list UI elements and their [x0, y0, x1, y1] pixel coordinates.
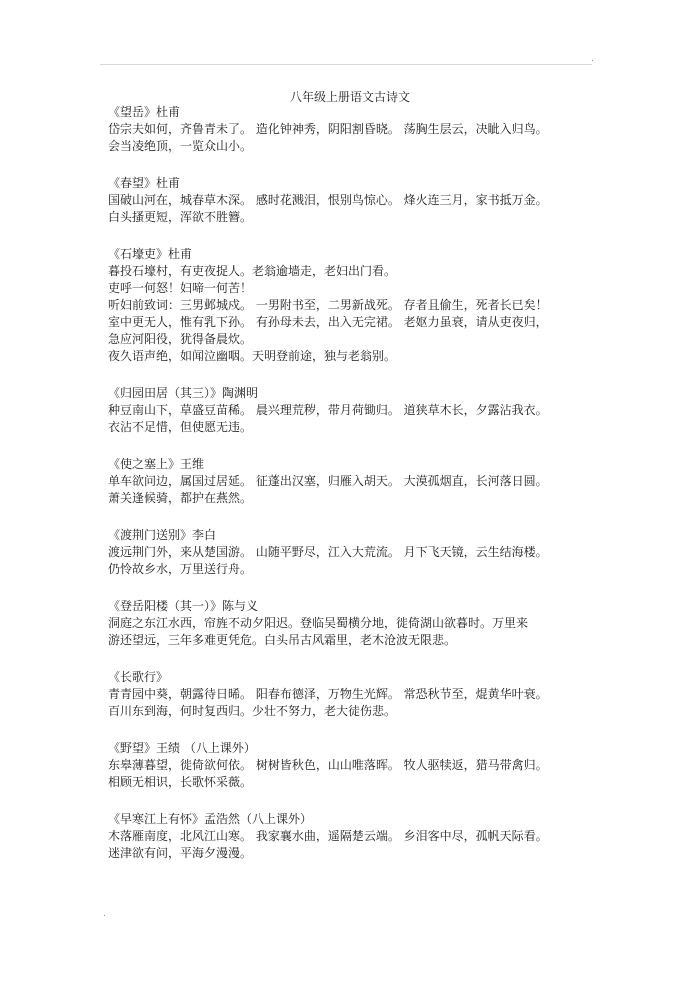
- poem-heading: 《登岳阳楼（其一）》陈与义: [108, 599, 259, 613]
- poem-line: 渡远荆门外，来从楚国游。 山随平野尽，江入大荒流。 月下飞天镜，云生结海楼。: [108, 545, 548, 559]
- poem-block: [108, 385, 628, 436]
- poem-line: 暮投石壕村，有吏夜捉人。老翁逾墙走，老妇出门看。: [108, 264, 397, 278]
- poem-line: 吏呼一何怒！妇啼一何苦！: [108, 281, 253, 295]
- poem-block: [108, 740, 628, 791]
- poem-line: 会当凌绝顶，一览众山小。: [108, 139, 253, 153]
- poem-heading: 《渡荆门送别》李白: [108, 528, 217, 542]
- poem-line: 迷津欲有问，平海夕漫漫。: [108, 846, 253, 860]
- poem-line: 洞庭之东江水西，帘旌不动夕阳迟。登临吴蜀横分地，徙倚湖山欲暮时。万里来: [108, 616, 529, 630]
- poem-line: 白头搔更短，浑欲不胜簪。: [108, 210, 253, 224]
- poem-line: 夜久语声绝，如闻泣幽咽。天明登前途，独与老翁别。: [108, 349, 397, 363]
- poem-line: 室中更无人，惟有乳下孙。 有孙母未去，出入无完裙。 老妪力虽衰，请从吏夜归，: [108, 315, 548, 329]
- poem-line: 种豆南山下，草盛豆苗稀。 晨兴理荒秽，带月荷锄归。 道狭草木长，夕露沾我衣。: [108, 403, 548, 417]
- poem-line: 岱宗夫如何，齐鲁青未了。 造化钟神秀，阴阳割昏晓。 荡胸生层云，决眦入归鸟。: [108, 122, 548, 136]
- poem-block: [108, 527, 628, 578]
- poem-block: [108, 246, 628, 365]
- poem-heading: 《长歌行》: [108, 670, 169, 684]
- poem-line: 百川东到海，何时复西归。少壮不努力，老大徒伤悲。: [108, 704, 397, 718]
- poem-line: 急应河阳役，犹得备晨炊。: [108, 332, 253, 346]
- poem-list: [108, 104, 628, 882]
- poem-line: 相顾无相识，长歌怀采薇。: [108, 775, 253, 789]
- poem-line: 萧关逢候骑，都护在燕然。: [108, 491, 253, 505]
- poem-line: 青青园中葵，朝露待日晞。 阳春布德泽，万物生光辉。 常恐秋节至，焜黄华叶衰。: [108, 687, 548, 701]
- poem-line: 衣沾不足惜，但使愿无违。: [108, 420, 253, 434]
- poem-heading: 《使之塞上》王维: [108, 457, 205, 471]
- poem-line: 东皋薄暮望，徙倚欲何依。 树树皆秋色，山山唯落晖。 牧人驱犊返，猎马带禽归。: [108, 758, 548, 772]
- poem-heading: 《春望》杜甫: [108, 176, 181, 190]
- poem-block: [108, 598, 628, 649]
- poem-block: [108, 456, 628, 507]
- poem-line: 木落雁南度，北风江山寒。 我家襄水曲，遥隔楚云端。 乡泪客中尽，孤帆天际看。: [108, 829, 548, 843]
- poem-line: 仍怜故乡水，万里送行舟。: [108, 562, 253, 576]
- poem-line: 听妇前致词：三男邺城戍。 一男附书至，二男新战死。 存者且偷生，死者长已矣！: [108, 298, 548, 312]
- poem-block: [108, 104, 628, 155]
- poem-heading: 《望岳》杜甫: [108, 105, 181, 119]
- poem-block: [108, 175, 628, 226]
- poem-heading: 《石壕吏》杜甫: [108, 247, 193, 261]
- poem-block: [108, 669, 628, 720]
- header-mark: .: [591, 54, 594, 64]
- header-rule: [100, 64, 592, 65]
- poem-heading: 《归园田居（其三）》陶渊明: [108, 386, 259, 400]
- footer-mark: .: [103, 909, 106, 919]
- page-title: 八年级上册语文古诗文: [289, 90, 410, 104]
- poem-heading: 《早寒江上有怀》孟浩然（八上课外）: [108, 812, 313, 826]
- poem-line: 国破山河在，城春草木深。 感时花溅泪，恨别鸟惊心。 烽火连三月，家书抵万金。: [108, 193, 548, 207]
- poem-heading: 《野望》王绩 （八上课外）: [108, 741, 256, 755]
- poem-line: 单车欲问边，属国过居延。 征蓬出汉塞，归雁入胡天。 大漠孤烟直，长河落日圆。: [108, 474, 548, 488]
- poem-block: [108, 811, 628, 862]
- poem-line: 游还望远，三年多难更凭危。白头吊古风霜里，老木沧波无限悲。: [108, 633, 457, 647]
